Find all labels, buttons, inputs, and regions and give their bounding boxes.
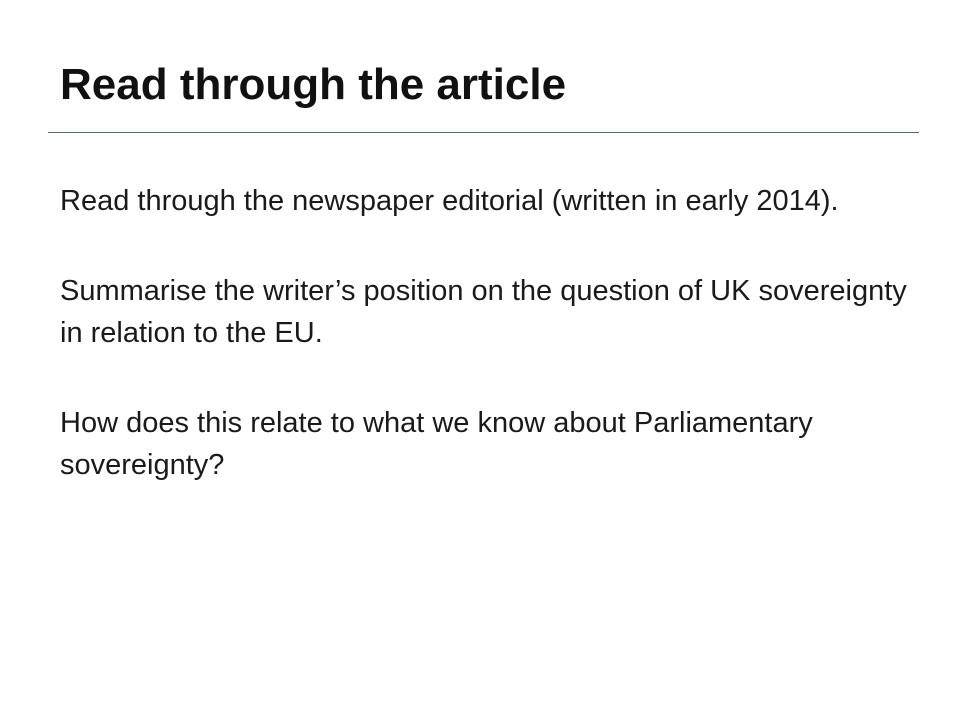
slide-title: Read through the article bbox=[60, 60, 567, 109]
title-divider bbox=[48, 132, 919, 133]
paragraph-summarise: Summarise the writer’s position on the question of UK sovereignty in relation to the EU. bbox=[60, 275, 907, 349]
paragraph-read: Read through the newspaper editorial (written in early 2014). bbox=[60, 185, 839, 217]
paragraph-relate: How does this relate to what we know about Parliamentary sovereignty? bbox=[60, 407, 813, 481]
slide-body bbox=[60, 180, 910, 534]
